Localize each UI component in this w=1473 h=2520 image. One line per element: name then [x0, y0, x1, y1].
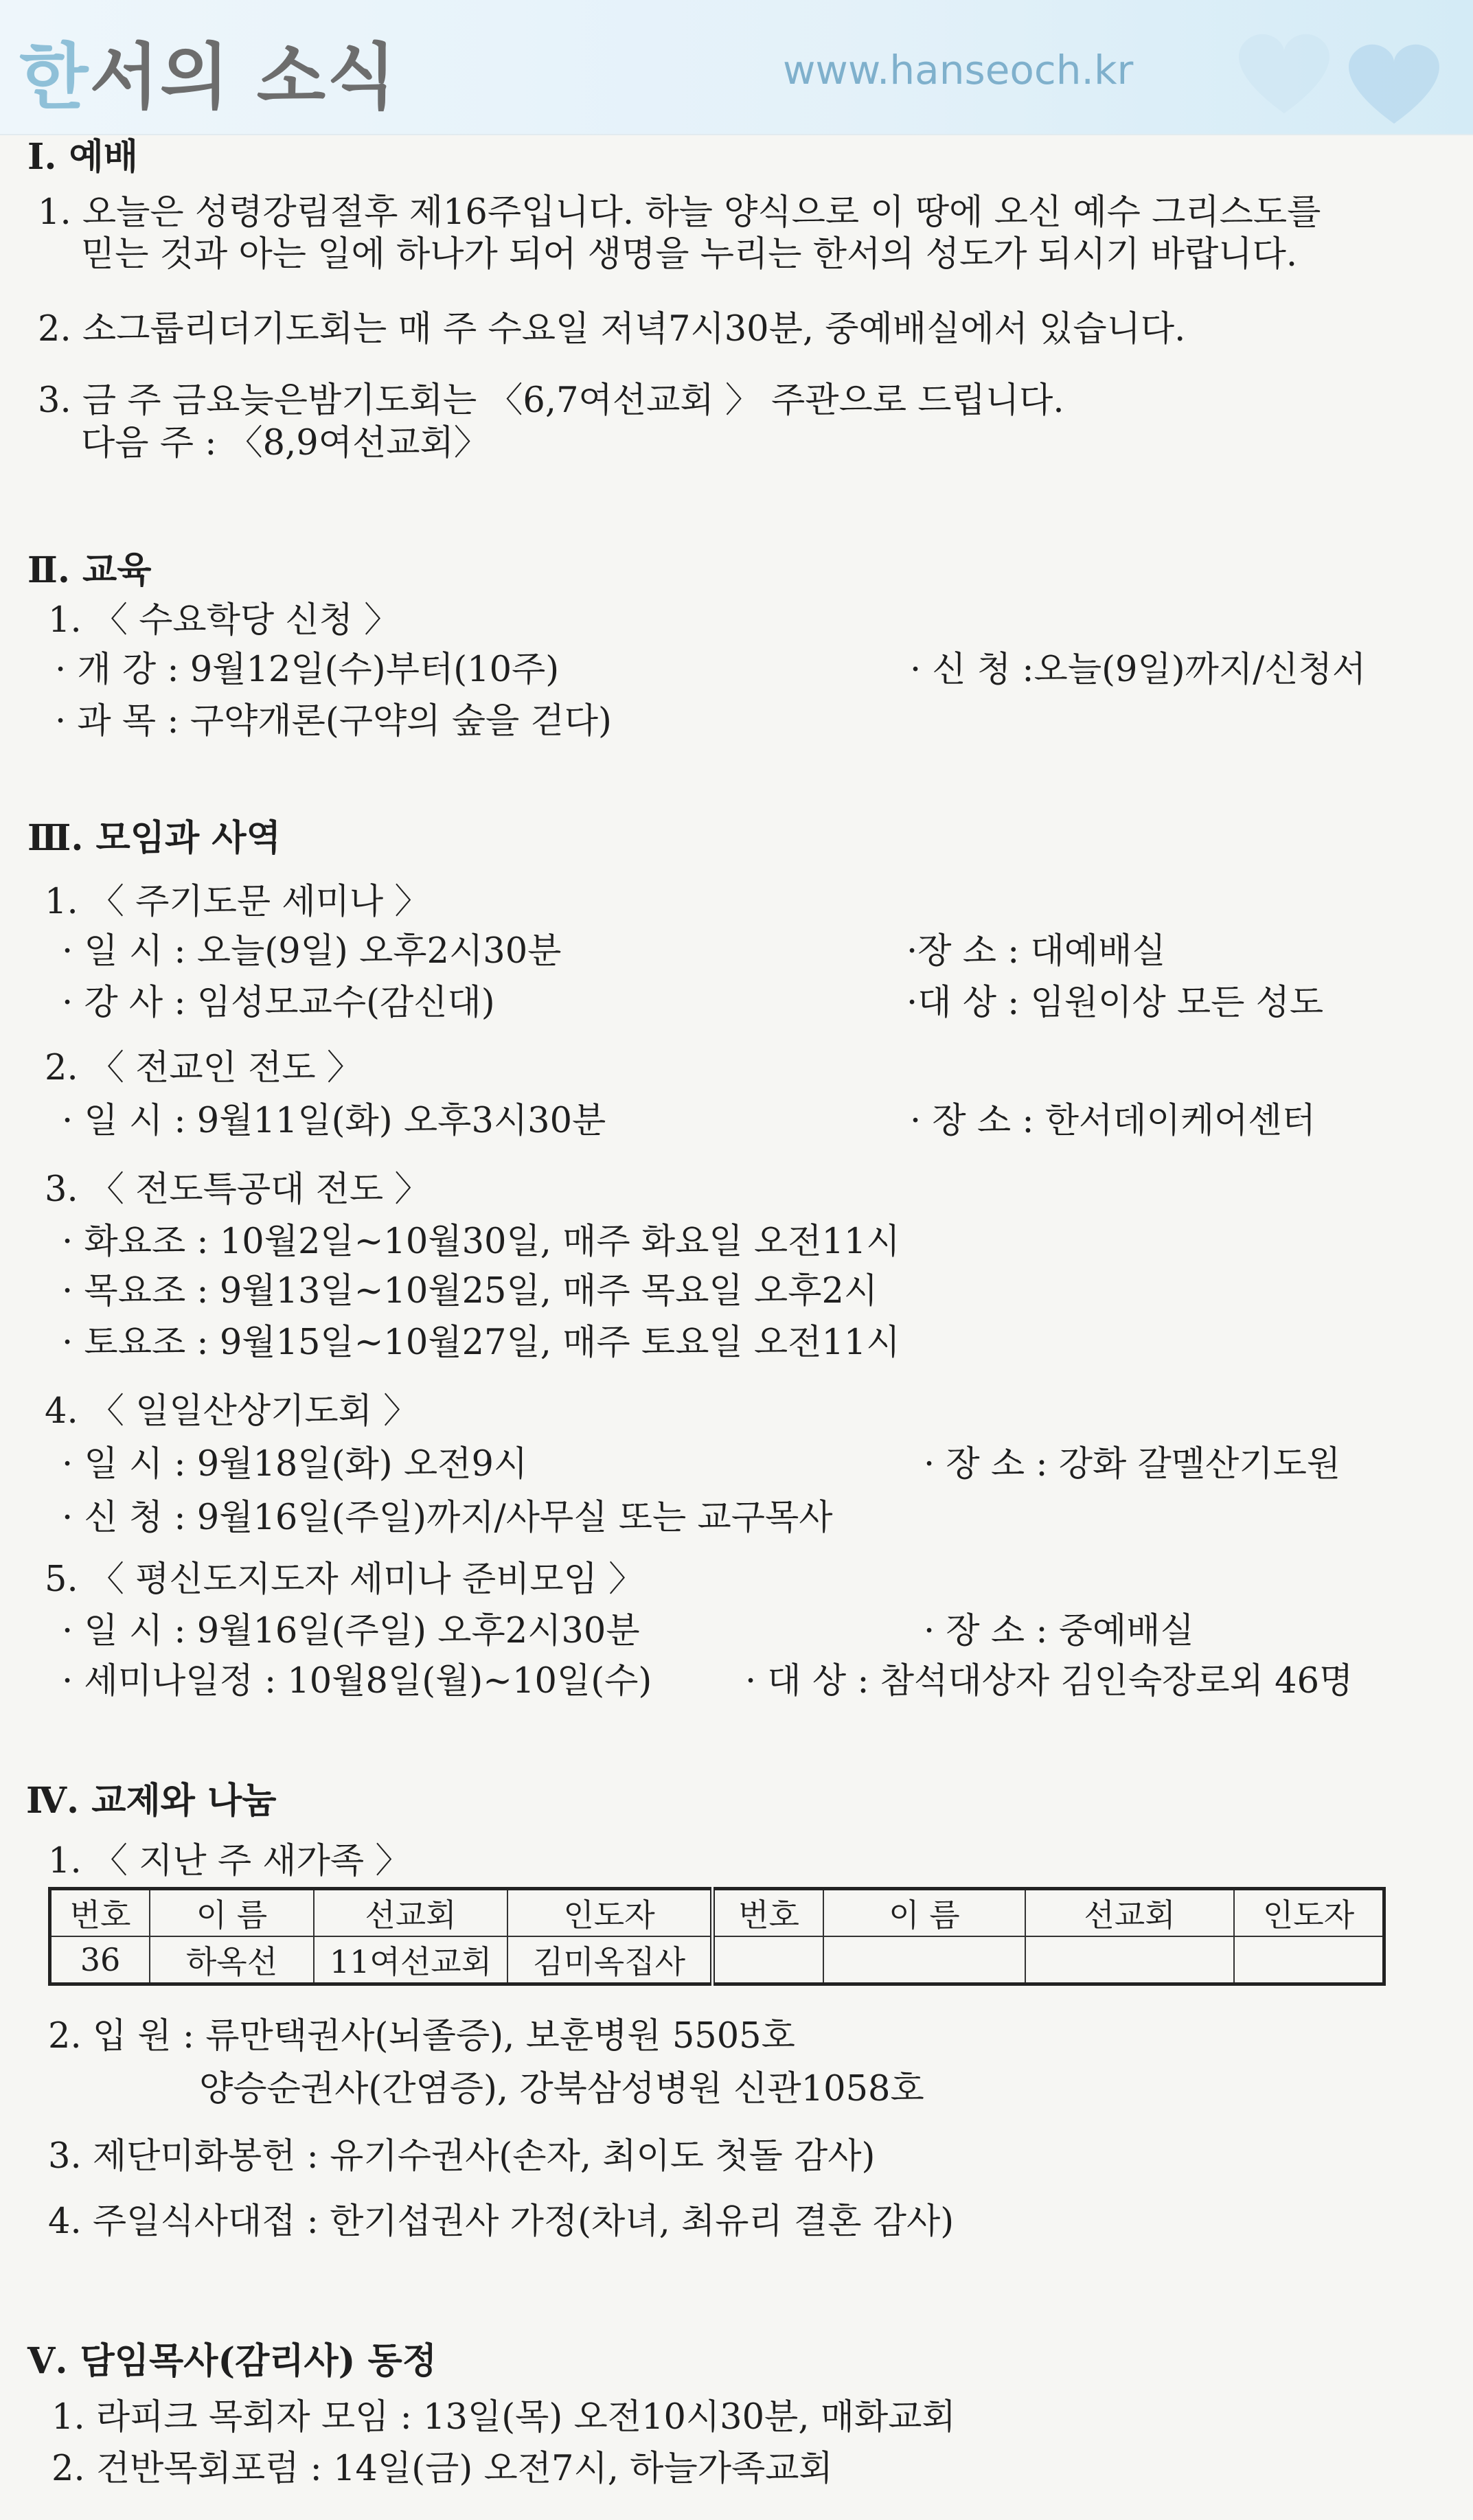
ministry-item-4-place: · 장 소 : 강화 갈멜산기도원	[924, 1444, 1341, 1485]
education-item-1: 1. 〈 수요학당 신청 〉	[48, 600, 400, 641]
section-fellowship-heading: Ⅳ. 교제와 나눔	[26, 1780, 277, 1822]
newsletter-title	[19, 19, 398, 122]
website-url[interactable]: www.hanseoch.kr	[783, 47, 1134, 93]
section-pastor-heading: Ⅴ. 담임목사(감리사) 동정	[27, 2340, 437, 2382]
worship-item-3-next: 다음 주 : 〈8,9여선교회〉	[81, 423, 489, 463]
ministry-item-2-place: · 장 소 : 한서데이케어센터	[910, 1101, 1316, 1141]
ministry-item-4: 4. 〈 일일산상기도회 〉	[45, 1391, 419, 1432]
worship-item-1: 1. 오늘은 성령강림절후 제16주입니다. 하늘 양식으로 이 땅에 오신 예수 그리스도를	[38, 192, 1321, 233]
ministry-item-2: 2. 〈 전교인 전도 〉	[45, 1048, 362, 1088]
ministry-item-1-target: ·대 상 : 임원이상 모든 성도	[906, 983, 1324, 1023]
cell-guide-2	[1234, 1936, 1384, 1984]
col-name: 이 름	[150, 1889, 314, 1937]
ministry-item-5-schedule: · 세미나일정 : 10월8일(월)~10일(수)	[62, 1661, 652, 1702]
title-rest: 서의 소식	[89, 35, 398, 119]
heart-icon	[1222, 10, 1456, 134]
worship-item-2: 2. 소그룹리더기도회는 매 주 수요일 저녁7시30분, 중예배실에서 있습니다.	[38, 309, 1186, 350]
ministry-item-3-thu: · 목요조 : 9월13일~10월25일, 매주 목요일 오후2시	[62, 1271, 878, 1311]
col-mission-2: 선교회	[1025, 1889, 1234, 1937]
fellowship-altar-flowers: 3. 제단미화봉헌 : 유기수권사(손자, 최이도 첫돌 감사)	[48, 2136, 876, 2177]
ministry-item-1-time: · 일 시 : 오늘(9일) 오후2시30분	[62, 931, 562, 972]
ministry-item-5-target: · 대 상 : 참석대상자 김인숙장로외 46명	[745, 1661, 1354, 1702]
col-number: 번호	[50, 1889, 150, 1937]
ministry-item-4-apply: · 신 청 : 9월16일(주일)까지/사무실 또는 교구목사	[62, 1498, 833, 1538]
ministry-item-1-place: ·장 소 : 대예배실	[906, 931, 1166, 972]
fellowship-item-1: 1. 〈 지난 주 새가족 〉	[48, 1841, 411, 1881]
ministry-item-5-time: · 일 시 : 9월16일(주일) 오후2시30분	[62, 1611, 640, 1651]
newsletter-header	[0, 0, 1473, 135]
pastor-item-1: 1. 라피크 목회자 모임 : 13일(목) 오전10시30분, 매화교회	[52, 2397, 956, 2438]
table-header-row	[50, 1889, 1384, 1937]
cell-name: 하옥선	[150, 1936, 314, 1984]
col-number-2: 번호	[713, 1889, 824, 1937]
section-ministry-heading: Ⅲ. 모임과 사역	[27, 817, 281, 859]
education-subject: · 과 목 : 구약개론(구약의 숲을 걷다)	[55, 701, 612, 742]
cell-number-2	[713, 1936, 824, 1984]
ministry-item-1: 1. 〈 주기도문 세미나 〉	[45, 882, 430, 922]
ministry-item-5-place: · 장 소 : 중예배실	[924, 1611, 1194, 1651]
col-guide: 인도자	[507, 1889, 713, 1937]
cell-mission-2	[1025, 1936, 1234, 1984]
col-name-2: 이 름	[823, 1889, 1025, 1937]
ministry-item-3-sat: · 토요조 : 9월15일~10월27일, 매주 토요일 오전11시	[62, 1322, 900, 1363]
fellowship-hospital-1: 2. 입 원 : 류만택권사(뇌졸증), 보훈병원 5505호	[48, 2016, 795, 2057]
ministry-item-3-tue: · 화요조 : 10월2일~10월30일, 매주 화요일 오전11시	[62, 1222, 900, 1262]
col-guide-2: 인도자	[1234, 1889, 1384, 1937]
col-mission: 선교회	[314, 1889, 507, 1937]
education-start: · 개 강 : 9월12일(수)부터(10주)	[55, 650, 560, 690]
ministry-item-5: 5. 〈 평신도지도자 세미나 준비모임 〉	[45, 1559, 644, 1600]
ministry-item-4-time: · 일 시 : 9월18일(화) 오전9시	[62, 1444, 528, 1485]
cell-name-2	[823, 1936, 1025, 1984]
ministry-item-3: 3. 〈 전도특공대 전도 〉	[45, 1169, 430, 1210]
fellowship-meal: 4. 주일식사대접 : 한기섭권사 가정(차녀, 최유리 결혼 감사)	[48, 2201, 955, 2242]
new-family-table	[48, 1887, 1386, 1986]
ministry-item-1-speaker: · 강 사 : 임성모교수(감신대)	[62, 983, 495, 1023]
ministry-item-2-time: · 일 시 : 9월11일(화) 오후3시30분	[62, 1101, 606, 1141]
title-first-char: 한	[19, 35, 90, 119]
fellowship-hospital-2: 양승순권사(간염증), 강북삼성병원 신관1058호	[199, 2069, 924, 2109]
worship-item-3: 3. 금 주 금요늦은밤기도회는 〈6,7여선교회 〉 주관으로 드립니다.	[38, 380, 1064, 421]
section-worship-heading: Ⅰ. 예배	[27, 136, 138, 178]
pastor-item-2: 2. 건반목회포럼 : 14일(금) 오전7시, 하늘가족교회	[52, 2449, 833, 2489]
worship-item-1-cont: 믿는 것과 아는 일에 하나가 되어 생명을 누리는 한서의 성도가 되시기 바랍니다.	[81, 234, 1298, 275]
section-education-heading: Ⅱ. 교육	[27, 549, 152, 591]
cell-number: 36	[50, 1936, 150, 1984]
table-row	[50, 1936, 1384, 1984]
cell-mission: 11여선교회	[314, 1936, 507, 1984]
cell-guide: 김미옥집사	[507, 1936, 713, 1984]
education-apply: · 신 청 :오늘(9일)까지/신청서	[910, 650, 1367, 690]
